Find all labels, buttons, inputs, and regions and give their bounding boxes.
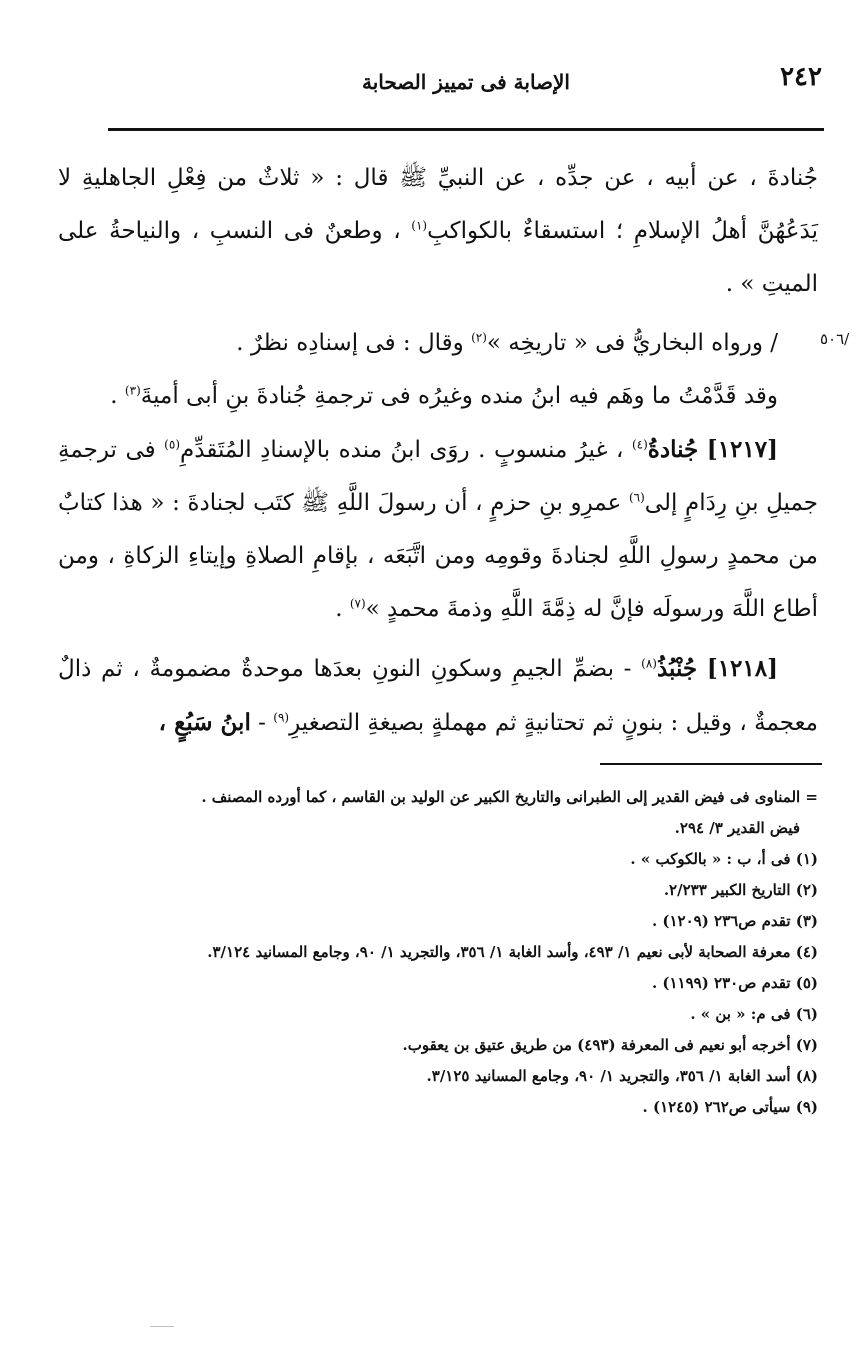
footnote-4: (٤) معرفة الصحابة لأبى نعيم ١/ ٤٩٣، وأسد الغابة ١/ ٣٥٦، والتجريد ١/ ٩٠، وجامع المسانيد ٣/١٢٤. — [207, 943, 818, 961]
footnote-ref: (٧) — [349, 596, 366, 611]
paragraph-text: وقد قَدَّمْتُ ما وهَم فيه ابنُ منده وغيرُه فى ترجمةِ جُنادةَ بنِ أبى أميةَ — [140, 383, 778, 409]
footnote-9: (٩) سيأتى ص٢٦٢ (١٢٤٥) . — [642, 1098, 818, 1116]
entry-text: ، غيرُ منسوبٍ . روَى ابنُ منده بالإسنادِ المُتَقدِّمِ — [180, 437, 632, 463]
footnote-continuation: فيض القدير ٣/ ٢٩٤. — [674, 819, 800, 837]
paragraph-text: / ورواه البخاريُّ فى « تاريخِه » — [486, 330, 778, 356]
paragraph-text: جُنادةَ ، عن أبيه ، عن جدِّه ، عن النبيِّ ﷺ قال : « ثلاثٌ من فِعْلِ الجاهليةِ لا يَدَعُهُنَّ أهلُ الإسلامِ ؛ استسقاءٌ بالكواكبِ — [58, 165, 818, 244]
entry-name: جُنادةُ — [647, 436, 699, 463]
entry-1218 — [58, 642, 818, 750]
scan-mark — [150, 1326, 174, 1327]
footnotes — [118, 782, 818, 1123]
entry-number: [١٢١٨] — [706, 655, 779, 682]
running-title: الإصابة فى تمييز الصحابة — [362, 70, 570, 94]
footnote-ref: (٢) — [471, 330, 487, 345]
footnote-ref: (١) — [411, 218, 428, 233]
paragraph-text: . — [110, 383, 125, 409]
entry-text: . — [335, 596, 350, 622]
paragraph-cross-reference — [58, 370, 818, 423]
paragraph-bukhari — [58, 317, 818, 370]
margin-page-reference: ٥٠٦/ — [820, 330, 850, 348]
footnote-ref: (٥) — [164, 437, 180, 452]
entry-text: - بضمِّ الجيمِ وسكونِ النونِ بعدَها موحدةٌ مضمومةٌ ، ثم ذالٌ معجمةٌ ، وقيل : بنونٍ ثم تحتانيةٍ ثم مهملةٍ بصيغةِ التصغيرِ — [58, 656, 818, 736]
footnote-ref: (٩) — [273, 710, 290, 725]
footnote-rule — [600, 763, 822, 765]
entry-father-name: ابنُ سَبُعٍ ، — [158, 709, 251, 736]
footnote-2: (٢) التاريخ الكبير ٢/٢٣٣. — [663, 881, 818, 899]
paragraph-text: وقال : فى إسنادِه نظرٌ . — [236, 330, 472, 356]
footnote-8: (٨) أسد الغابة ١/ ٣٥٦، والتجريد ١/ ٩٠، وجامع المسانيد ٣/١٢٥. — [426, 1067, 818, 1085]
entry-text: - — [250, 710, 274, 736]
paragraph-hadith — [58, 152, 818, 311]
footnote-ref: (٦) — [628, 490, 645, 505]
footnote-ref: (٤) — [631, 437, 648, 452]
entry-text: فى ترجمةِ جميلِ بنِ رِدَامٍ إلى — [58, 437, 819, 516]
page-header — [110, 62, 822, 102]
entry-text: عمرِو بنِ حزمٍ ، أن رسولَ اللَّهِ ﷺ كتَب لجنادةَ : « هذا كتابٌ من محمدٍ رسولِ اللَّهِ لجنادةَ وقومِه ومن اتَّبَعَه ، بإقامِ الصلاةِ وإيتاءِ الزكاةِ ، ومن أطاع اللَّهَ ورسولَه فإنَّ له ذِمَّةَ اللَّهِ وذمةَ محمدٍ » — [58, 490, 818, 622]
footnote-continuation: = المناوى فى فيض القدير إلى الطبرانى والتاريخ الكبير عن الوليد بن القاسم ، كما أورده المصنف . — [201, 788, 818, 806]
entry-1217 — [58, 423, 818, 636]
footnote-3: (٣) تقدم ص٢٣٦ (١٢٠٩) . — [651, 912, 818, 930]
footnote-1: (١) فى أ، ب : « بالكوكب » . — [630, 850, 818, 868]
paragraph-text: ، وطعنٌ فى النسبِ ، والنياحةُ على الميتِ » . — [58, 218, 818, 297]
footnote-7: (٧) أخرجه أبو نعيم فى المعرفة (٤٩٣) من طريق عتيق بن يعقوب. — [402, 1036, 818, 1054]
footnote-ref: (٨) — [641, 656, 657, 671]
entry-name: جُنْبُذُ — [656, 655, 698, 682]
footnote-ref: (٣) — [124, 383, 141, 398]
main-text — [58, 152, 818, 750]
footnote-6: (٦) فى م: « بن » . — [690, 1005, 818, 1023]
header-rule — [108, 128, 824, 131]
entry-number: [١٢١٧] — [706, 436, 778, 463]
page-number: ٢٤٢ — [780, 62, 822, 92]
footnote-5: (٥) تقدم ص٢٣٠ (١١٩٩) . — [651, 974, 818, 992]
